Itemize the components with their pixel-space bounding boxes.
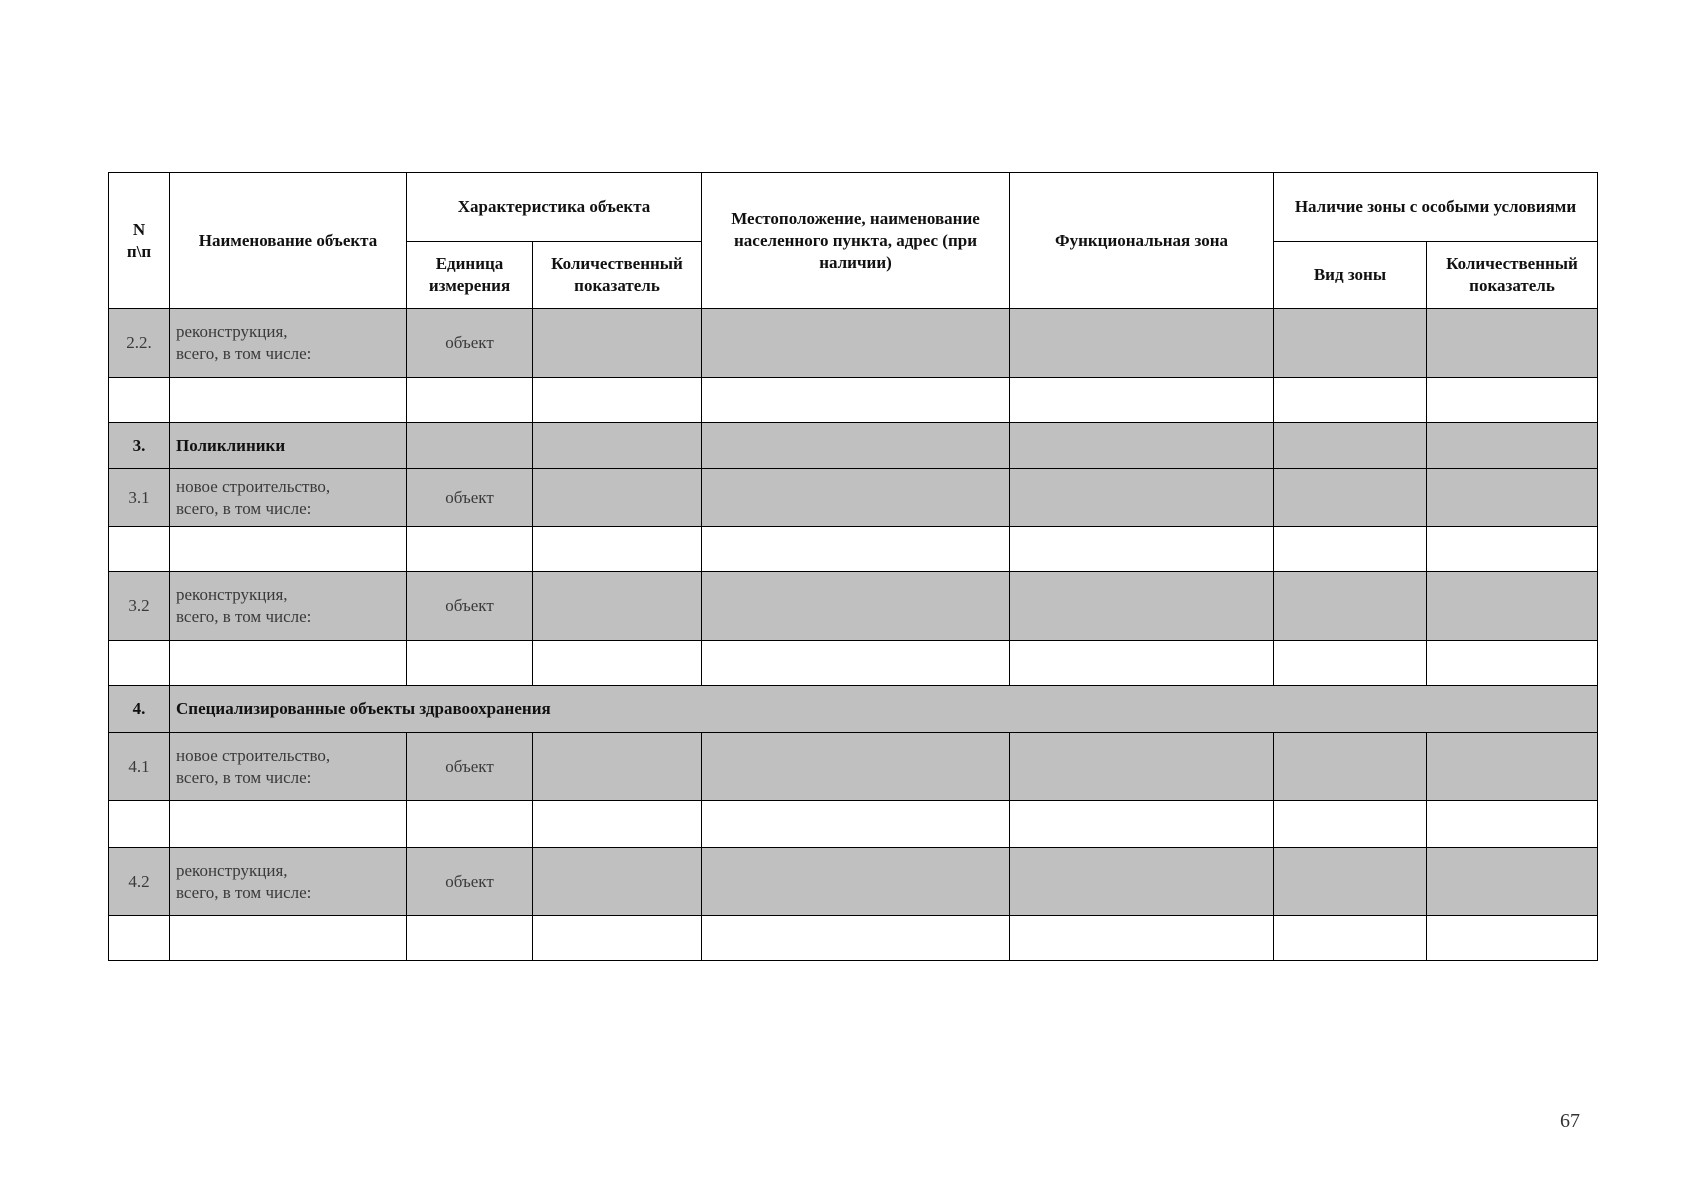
header-unit: Единица измерения [407,242,533,309]
row-num: 4.2 [109,848,170,916]
header-special-zone: Наличие зоны с особыми условиями [1274,173,1598,242]
section-num: 4. [109,686,170,733]
table-row-empty [109,641,1598,686]
table-row-empty [109,378,1598,423]
section-num: 3. [109,423,170,469]
row-num: 3.2 [109,572,170,641]
row-name: реконструкция, всего, в том числе: [170,848,407,916]
table-row [109,572,1598,641]
cell [1010,309,1274,378]
row-num: 3.1 [109,469,170,527]
objects-table [108,172,1598,961]
row-name: новое строительство, всего, в том числе: [170,733,407,801]
header-name: Наименование объекта [170,173,407,309]
row-unit: объект [407,309,533,378]
table-row [109,469,1598,527]
table-row [109,733,1598,801]
row-name: реконструкция, всего, в том числе: [170,572,407,641]
cell [1274,309,1427,378]
section-name: Поликлиники [170,423,407,469]
header-func-zone: Функциональная зона [1010,173,1274,309]
row-name: реконструкция, всего, в том числе: [170,309,407,378]
section-name: Специализированные объекты здравоохранения [170,686,1598,733]
row-unit: объект [407,733,533,801]
row-num: 2.2. [109,309,170,378]
header-row-1 [109,173,1598,242]
header-characteristic: Характеристика объекта [407,173,702,242]
table-row-empty [109,801,1598,848]
cell [702,309,1010,378]
cell [533,309,702,378]
header-quantity: Количественный показатель [533,242,702,309]
row-num: 4.1 [109,733,170,801]
table-row [109,848,1598,916]
header-location: Местоположение, наименование населенного пункта, адрес (при наличии) [702,173,1010,309]
objects-table-container [108,172,1598,961]
row-unit: объект [407,572,533,641]
table-row [109,309,1598,378]
row-unit: объект [407,848,533,916]
row-unit: объект [407,469,533,527]
page-number: 67 [1560,1110,1580,1132]
table-row-empty [109,916,1598,961]
header-zone-type: Вид зоны [1274,242,1427,309]
section-row [109,686,1598,733]
cell [1427,309,1598,378]
section-row [109,423,1598,469]
table-row-empty [109,527,1598,572]
row-name: новое строительство, всего, в том числе: [170,469,407,527]
header-zone-quantity: Количественный показатель [1427,242,1598,309]
header-num: N п\п [109,173,170,309]
